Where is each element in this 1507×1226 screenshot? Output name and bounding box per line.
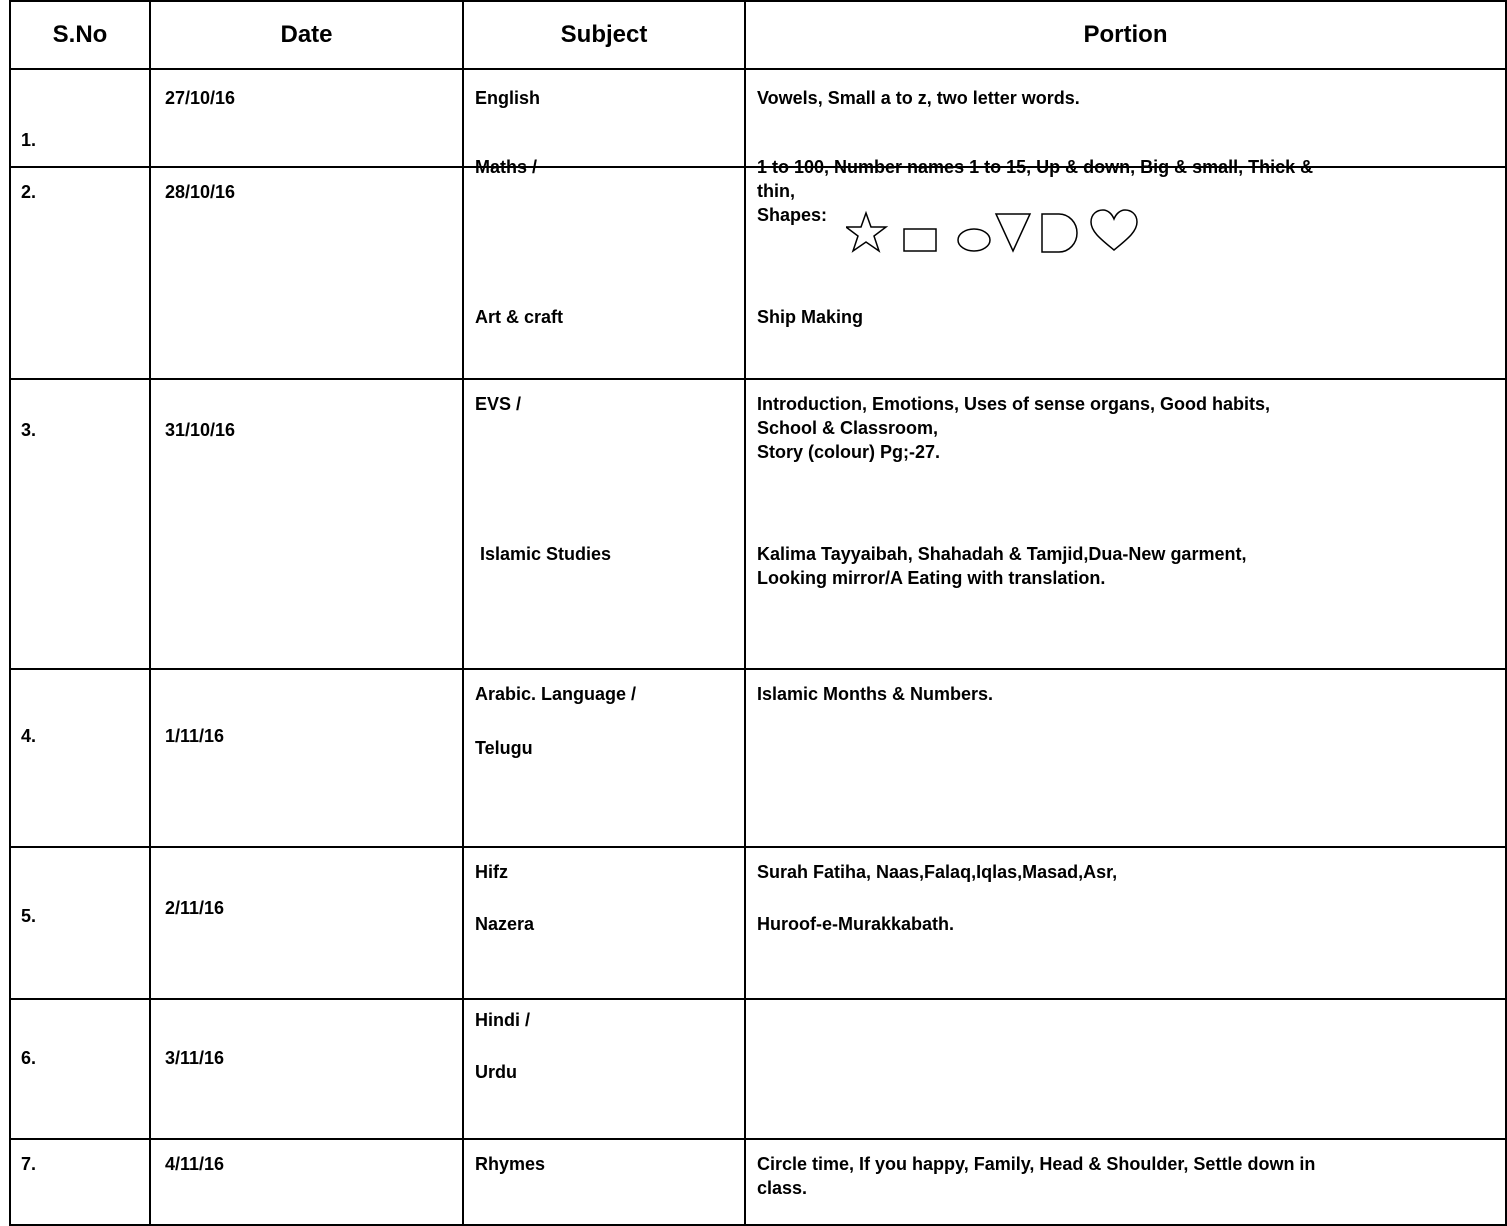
- row-date: 31/10/16: [165, 420, 236, 440]
- portion-text: School & Classroom,: [757, 418, 939, 438]
- subject-label: Nazera: [475, 914, 535, 934]
- subject-label: Art & craft: [475, 307, 564, 327]
- row-sno: 6.: [21, 1048, 37, 1068]
- date-cell: [150, 69, 463, 167]
- portion-text: Story (colour) Pg;-27.: [757, 442, 941, 462]
- portion-text: Looking mirror/A Eating with translation.: [757, 568, 1106, 588]
- shapes-svg: [846, 208, 1166, 256]
- sno-cell: [10, 669, 150, 847]
- portion-text: thin,: [757, 181, 795, 201]
- portion-cell: [745, 69, 1506, 167]
- subject-label: Rhymes: [475, 1154, 546, 1174]
- subject-label: English: [475, 88, 541, 108]
- portion-cell: [745, 999, 1506, 1139]
- date-cell: [150, 379, 463, 669]
- subject-label: Maths /: [475, 157, 538, 177]
- star-outline-icon: [846, 213, 886, 251]
- header-sno: S.No: [10, 1, 150, 69]
- row-sno: 1.: [21, 130, 37, 150]
- subject-label: Urdu: [475, 1062, 517, 1082]
- portion-text: Islamic Months & Numbers.: [757, 684, 994, 704]
- subject-label: Hindi /: [475, 1010, 530, 1030]
- sno-cell: [10, 167, 150, 379]
- portion-text: class.: [757, 1178, 808, 1198]
- subject-cell: [463, 1139, 745, 1225]
- table-row: [10, 999, 1506, 1139]
- portion-text: Vowels, Small a to z, two letter words.: [757, 88, 1080, 108]
- subject-cell: [463, 157, 745, 379]
- header-portion: Portion: [745, 1, 1506, 69]
- row-date: 27/10/16: [165, 88, 236, 108]
- date-cell: [150, 847, 463, 999]
- row-date: 4/11/16: [165, 1154, 225, 1174]
- subject-cell: [463, 379, 745, 669]
- header-date: Date: [150, 1, 463, 69]
- date-cell: [150, 167, 463, 379]
- oval-outline-icon: [958, 229, 990, 251]
- sno-cell: [10, 1139, 150, 1225]
- row-sno: 2.: [21, 182, 37, 202]
- row-sno: 4.: [21, 726, 37, 746]
- portion-text: Introduction, Emotions, Uses of sense organs, Good habits,: [757, 394, 1271, 414]
- subject-label: EVS /: [475, 394, 522, 414]
- subject-cell: [463, 669, 745, 847]
- row-sno: 3.: [21, 420, 37, 440]
- sno-cell: [10, 999, 150, 1139]
- portion-cell: [745, 1139, 1506, 1225]
- subject-label: Islamic Studies: [480, 544, 612, 564]
- subject-cell: [463, 999, 745, 1139]
- row-sno: 5.: [21, 906, 37, 926]
- portion-text: Circle time, If you happy, Family, Head & Shoulder, Settle down in: [757, 1154, 1316, 1174]
- sno-cell: [10, 379, 150, 669]
- table-row: [10, 847, 1506, 999]
- subject-cell: [463, 847, 745, 999]
- portion-cell: [745, 379, 1506, 669]
- row-date: 28/10/16: [165, 182, 236, 202]
- subject-label: Arabic. Language /: [475, 684, 637, 704]
- heart-outline-icon: [1091, 210, 1137, 250]
- shapes-label: Shapes:: [757, 205, 828, 225]
- row-sno: 7.: [21, 1154, 37, 1174]
- date-cell: [150, 999, 463, 1139]
- row-date: 1/11/16: [165, 726, 225, 746]
- portion-cell: [745, 669, 1506, 847]
- header-subject: Subject: [463, 1, 745, 69]
- portion-text: Surah Fatiha, Naas,Falaq,Iqlas,Masad,Asr,: [757, 862, 1118, 882]
- header-row: [10, 1, 1506, 69]
- sno-cell: [10, 69, 150, 167]
- d-shape-outline-icon: [1042, 214, 1077, 252]
- portion-text: Ship Making: [757, 307, 864, 327]
- portion-text: Kalima Tayyaibah, Shahadah & Tamjid,Dua-New garment,: [757, 544, 1247, 564]
- down-triangle-outline-icon: [996, 214, 1030, 251]
- table-row: [10, 167, 1506, 379]
- shapes-row: [846, 208, 1166, 256]
- table-row: [10, 669, 1506, 847]
- square-outline-icon: [904, 229, 936, 251]
- table-row: [10, 379, 1506, 669]
- row-date: 2/11/16: [165, 898, 225, 918]
- subject-cell: [463, 69, 745, 167]
- exam-schedule-table: [9, 0, 1507, 1226]
- portion-cell: [745, 157, 1506, 379]
- subject-label: Telugu: [475, 738, 533, 758]
- portion-text: Huroof-e-Murakkabath.: [757, 914, 955, 934]
- row-date: 3/11/16: [165, 1048, 225, 1068]
- portion-text: 1 to 100, Number names 1 to 15, Up & down, Big & small, Thick &: [757, 157, 1314, 177]
- subject-label: Hifz: [475, 862, 508, 882]
- date-cell: [150, 669, 463, 847]
- date-cell: [150, 1139, 463, 1225]
- table-row: [10, 1139, 1506, 1225]
- sno-cell: [10, 847, 150, 999]
- portion-cell: [745, 847, 1506, 999]
- table-row: [10, 69, 1506, 167]
